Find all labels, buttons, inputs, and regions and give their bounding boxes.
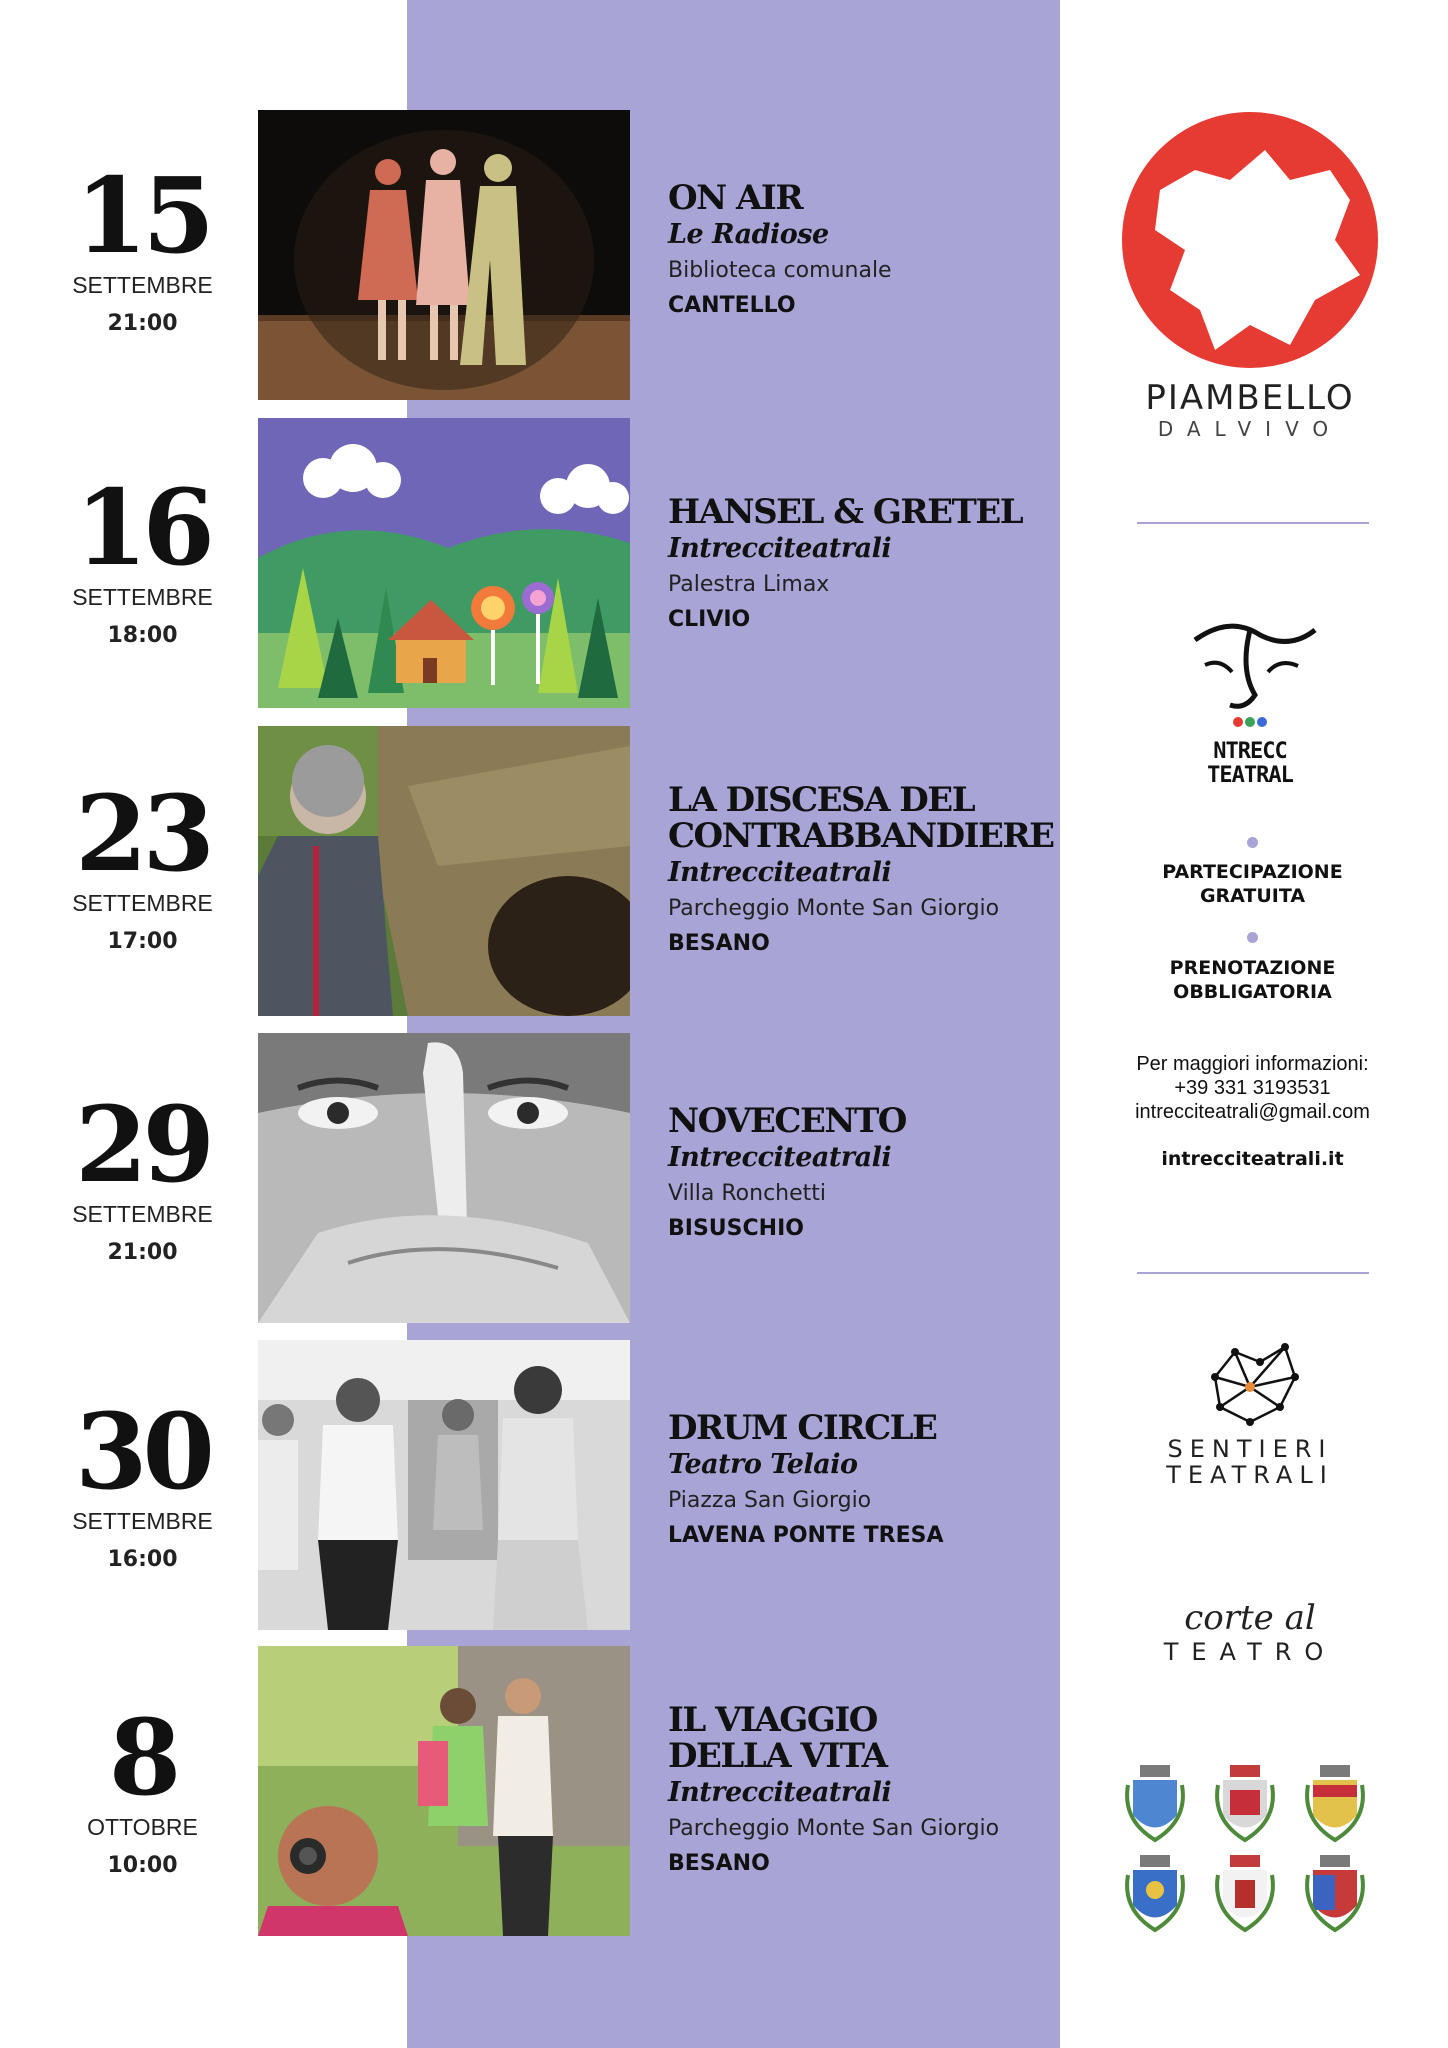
event-info <box>668 1103 1048 1247</box>
event-time: 17:00 <box>107 929 178 954</box>
piambello-tagline: DALVIVO <box>1157 417 1343 441</box>
event-company: Intrecciteatrali <box>668 1777 892 1808</box>
piambello-map-icon <box>1100 110 1400 380</box>
event-venue: Piazza San Giorgio <box>668 1488 872 1513</box>
event-company: Le Radiose <box>668 219 829 250</box>
intrecci-logo-line2: TEATRAL <box>1207 763 1293 788</box>
event-title: IL VIAGGIO <box>668 1700 877 1740</box>
event-title: ON AIR <box>668 178 803 218</box>
event-company: Intrecciteatrali <box>668 533 892 564</box>
event-time: 10:00 <box>107 1853 178 1878</box>
event-info <box>668 1702 1048 1882</box>
corte-logo-word: TEATRO <box>1163 1638 1337 1666</box>
event-town: BISUSCHIO <box>668 1216 804 1241</box>
event-row <box>0 1340 1060 1630</box>
event-company: Teatro Telaio <box>668 1449 858 1480</box>
event-photo <box>258 1033 630 1323</box>
sentieri-logo-text <box>1100 1436 1400 1488</box>
event-day: 29 <box>75 1083 210 1206</box>
bullet-dot <box>1247 837 1258 848</box>
event-day: 15 <box>75 154 210 277</box>
event-day: 16 <box>75 466 210 589</box>
sentieri-logo <box>1100 1332 1400 1436</box>
sentieri-network-icon <box>1100 1332 1400 1432</box>
event-town: CLIVIO <box>668 607 751 632</box>
event-month: SETTEMBRE <box>72 272 213 298</box>
sentieri-logo-line2: TEATRALI <box>1166 1461 1334 1489</box>
event-time: 16:00 <box>107 1547 178 1572</box>
event-day: 8 <box>108 1696 177 1819</box>
event-row <box>0 110 1060 400</box>
event-photo <box>258 1340 630 1630</box>
notice-booking: PRENOTAZIONE OBBLIGATORIA <box>1169 957 1336 1003</box>
event-photo <box>258 418 630 708</box>
event-town: CANTELLO <box>668 293 796 318</box>
event-date <box>60 1083 225 1265</box>
event-month: OTTOBRE <box>87 1814 198 1840</box>
event-info <box>668 180 1048 324</box>
event-info <box>668 780 1054 962</box>
event-date <box>60 154 225 336</box>
bullet-dot <box>1247 932 1258 943</box>
event-venue: Palestra Limax <box>668 572 830 597</box>
event-info <box>668 1410 1048 1554</box>
event-photo <box>258 110 630 400</box>
event-company: Intrecciteatrali <box>668 1142 892 1173</box>
event-town: BESANO <box>668 1851 770 1876</box>
event-row <box>0 418 1060 708</box>
corte-logo-script: corte al <box>1184 1598 1316 1638</box>
event-row <box>0 1033 1060 1323</box>
event-venue: Parcheggio Monte San Giorgio <box>668 896 1000 921</box>
contact-phone[interactable]: +39 331 3193531 <box>1174 1077 1331 1099</box>
event-date <box>60 772 225 954</box>
contact-label: Per maggiori informazioni: <box>1136 1053 1369 1075</box>
intrecci-logo <box>1100 610 1400 734</box>
event-month: SETTEMBRE <box>72 1201 213 1227</box>
event-town: BESANO <box>668 931 770 956</box>
event-time: 21:00 <box>107 311 178 336</box>
contact-info <box>1110 1052 1395 1124</box>
event-title: HANSEL & GRETEL <box>668 492 1023 532</box>
event-photo <box>258 726 630 1016</box>
event-month: SETTEMBRE <box>72 890 213 916</box>
divider <box>1137 1272 1369 1274</box>
piambello-logo <box>1100 110 1400 384</box>
event-time: 18:00 <box>107 623 178 648</box>
event-info <box>668 494 1048 638</box>
event-venue: Villa Ronchetti <box>668 1181 827 1206</box>
website-link[interactable]: intrecciteatrali.it <box>1161 1148 1344 1170</box>
event-date <box>60 466 225 648</box>
event-venue: Parcheggio Monte San Giorgio <box>668 1816 1000 1841</box>
event-day: 30 <box>75 1390 210 1513</box>
intrecci-t-icon <box>1100 610 1400 730</box>
crests-icon <box>1100 1755 1400 1945</box>
event-date <box>60 1390 225 1572</box>
event-title: DELLA VITA <box>668 1736 887 1776</box>
event-town: LAVENA PONTE TRESA <box>668 1523 944 1548</box>
event-title: DRUM CIRCLE <box>668 1408 937 1448</box>
event-month: SETTEMBRE <box>72 584 213 610</box>
event-time: 21:00 <box>107 1240 178 1265</box>
notice-free: PARTECIPAZIONE GRATUITA <box>1162 861 1343 907</box>
event-photo <box>258 1646 630 1936</box>
municipal-crests <box>1100 1755 1400 1949</box>
event-row <box>0 1646 1060 1936</box>
piambello-name: PIAMBELLO <box>1145 378 1355 418</box>
contact-email[interactable]: intrecciteatrali@gmail.com <box>1135 1101 1370 1123</box>
divider <box>1137 522 1369 524</box>
intrecci-logo-line1: NTRECC <box>1213 739 1287 764</box>
sentieri-logo-line1: SENTIERI <box>1167 1435 1333 1463</box>
event-day: 23 <box>75 772 210 895</box>
intrecci-logo-text <box>1100 740 1400 788</box>
event-venue: Biblioteca comunale <box>668 258 892 283</box>
event-date <box>60 1696 225 1878</box>
event-title: CONTRABBANDIERE <box>668 816 1054 856</box>
event-company: Intrecciteatrali <box>668 857 892 888</box>
event-month: SETTEMBRE <box>72 1508 213 1534</box>
event-row <box>0 726 1060 1016</box>
event-title: NOVECENTO <box>668 1101 906 1141</box>
event-title: LA DISCESA DEL <box>668 780 975 820</box>
